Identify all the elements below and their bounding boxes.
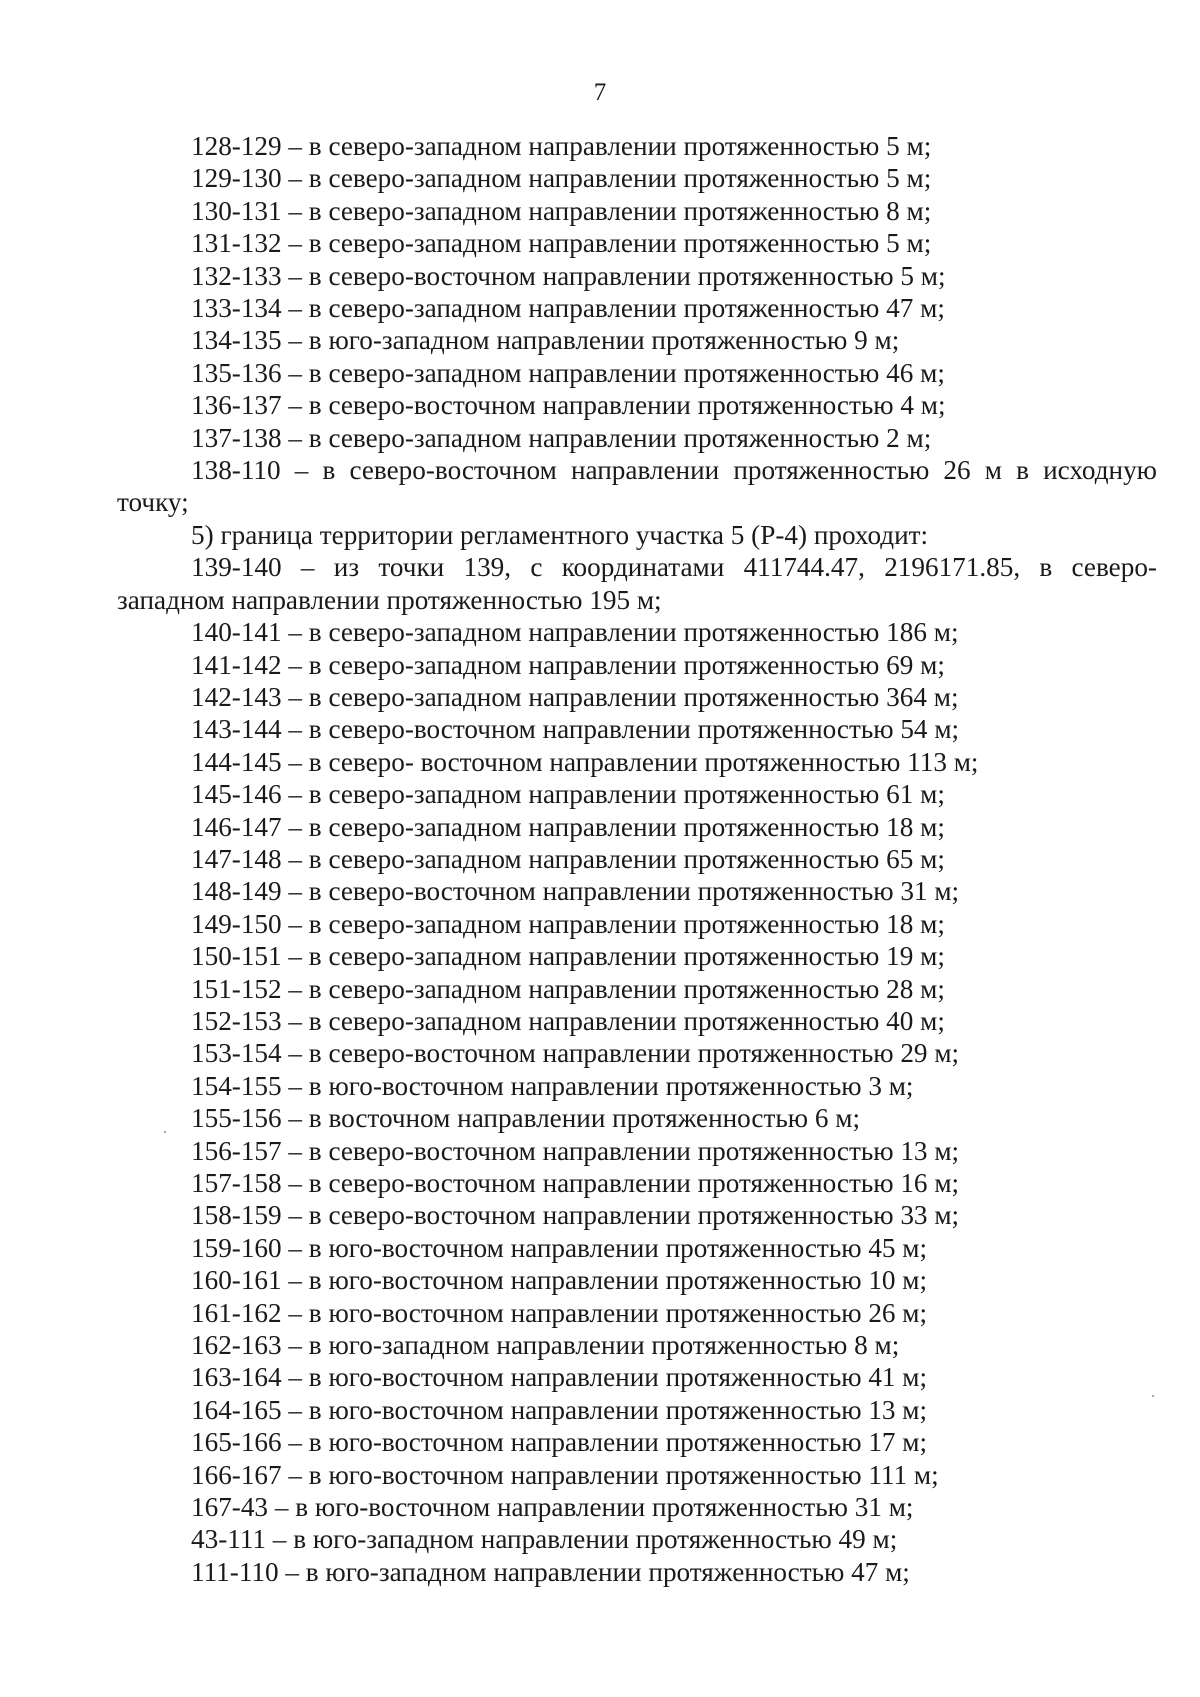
text-line: 156-157 – в северо-восточном направлении протяженностью 13 м; [191, 1135, 960, 1166]
text-line: 143-144 – в северо-восточном направлении протяженностью 54 м; [191, 714, 960, 745]
text-line: 159-160 – в юго-восточном направлении протяженностью 45 м; [191, 1232, 928, 1263]
text-line: точку; [117, 487, 189, 518]
text-line: 150-151 – в северо-западном направлении протяженностью 19 м; [191, 941, 945, 972]
text-line: 128-129 – в северо-западном направлении протяженностью 5 м; [191, 131, 932, 161]
text-line: 166-167 – в юго-восточном направлении протяженностью 111 м; [191, 1459, 939, 1490]
text-line: 148-149 – в северо-восточном направлении протяженностью 31 м; [191, 876, 960, 907]
text-line: 131-132 – в северо-западном направлении протяженностью 5 м; [191, 228, 932, 259]
text-line: 164-165 – в юго-восточном направлении протяженностью 13 м; [191, 1394, 928, 1425]
text-line: 151-152 – в северо-западном направлении протяженностью 28 м; [191, 973, 945, 1004]
text-line: 157-158 – в северо-восточном направлении протяженностью 16 м; [191, 1168, 960, 1198]
text-line: 144-145 – в северо- восточном направлении протяженностью 113 м; [191, 746, 979, 777]
text-line: 130-131 – в северо-западном направлении протяженностью 8 м; [191, 195, 932, 226]
text-line: 160-161 – в юго-восточном направлении протяженностью 10 м; [191, 1265, 928, 1296]
text-line: 155-156 – в восточном направлении протяженностью 6 м; [191, 1103, 861, 1134]
text-line: 142-143 – в северо-западном направлении протяженностью 364 м; [191, 681, 959, 712]
text-line: 139-140 – из точки 139, с координатами 411744.47, 2196171.85, в северо- [191, 552, 1157, 583]
text-line: 146-147 – в северо-западном направлении протяженностью 18 м; [191, 811, 945, 842]
text-line: 137-138 – в северо-западном направлении протяженностью 2 м; [191, 422, 932, 453]
text-line: 167-43 – в юго-восточном направлении протяженностью 31 м; [191, 1492, 914, 1523]
text-line: 136-137 – в северо-восточном направлении протяженностью 4 м; [191, 390, 946, 421]
text-line: 158-159 – в северо-восточном направлении протяженностью 33 м; [191, 1200, 960, 1231]
scan-dot [164, 1131, 166, 1133]
text-line: 129-130 – в северо-западном направлении протяженностью 5 м; [191, 163, 932, 194]
text-line: 149-150 – в северо-западном направлении протяженностью 18 м; [191, 908, 945, 939]
text-line: 132-133 – в северо-восточном направлении протяженностью 5 м; [191, 260, 946, 291]
scan-dot [1152, 1395, 1154, 1397]
text-line: 135-136 – в северо-западном направлении протяженностью 46 м; [191, 357, 945, 388]
text-line: 140-141 – в северо-западном направлении протяженностью 186 м; [191, 617, 959, 648]
text-line: 138-110 – в северо-восточном направлении протяженностью 26 м в исходную [191, 455, 1157, 486]
text-line: 145-146 – в северо-западном направлении протяженностью 61 м; [191, 779, 945, 810]
text-line: западном направлении протяженностью 195 м; [117, 584, 662, 615]
text-line: 147-148 – в северо-западном направлении протяженностью 65 м; [191, 843, 945, 874]
document-body [117, 130, 1157, 1588]
text-line: 5) граница территории регламентного участка 5 (Р-4) проходит: [191, 519, 929, 550]
text-line: 133-134 – в северо-западном направлении протяженностью 47 м; [191, 293, 945, 324]
text-line: 43-111 – в юго-западном направлении протяженностью 49 м; [191, 1524, 898, 1555]
text-line: 153-154 – в северо-восточном направлении протяженностью 29 м; [191, 1038, 960, 1069]
page-number: 7 [593, 79, 607, 106]
text-line: 163-164 – в юго-восточном направлении протяженностью 41 м; [191, 1362, 928, 1393]
text-line: 154-155 – в юго-восточном направлении протяженностью 3 м; [191, 1070, 914, 1101]
text-line: 111-110 – в юго-западном направлении протяженностью 47 м; [191, 1556, 910, 1587]
text-line: 161-162 – в юго-восточном направлении протяженностью 26 м; [191, 1297, 928, 1328]
text-line: 165-166 – в юго-восточном направлении протяженностью 17 м; [191, 1427, 928, 1458]
text-line: 152-153 – в северо-западном направлении протяженностью 40 м; [191, 1005, 945, 1036]
text-line: 141-142 – в северо-западном направлении протяженностью 69 м; [191, 649, 945, 680]
text-line: 134-135 – в юго-западном направлении протяженностью 9 м; [191, 325, 900, 356]
text-line: 162-163 – в юго-западном направлении протяженностью 8 м; [191, 1330, 900, 1361]
